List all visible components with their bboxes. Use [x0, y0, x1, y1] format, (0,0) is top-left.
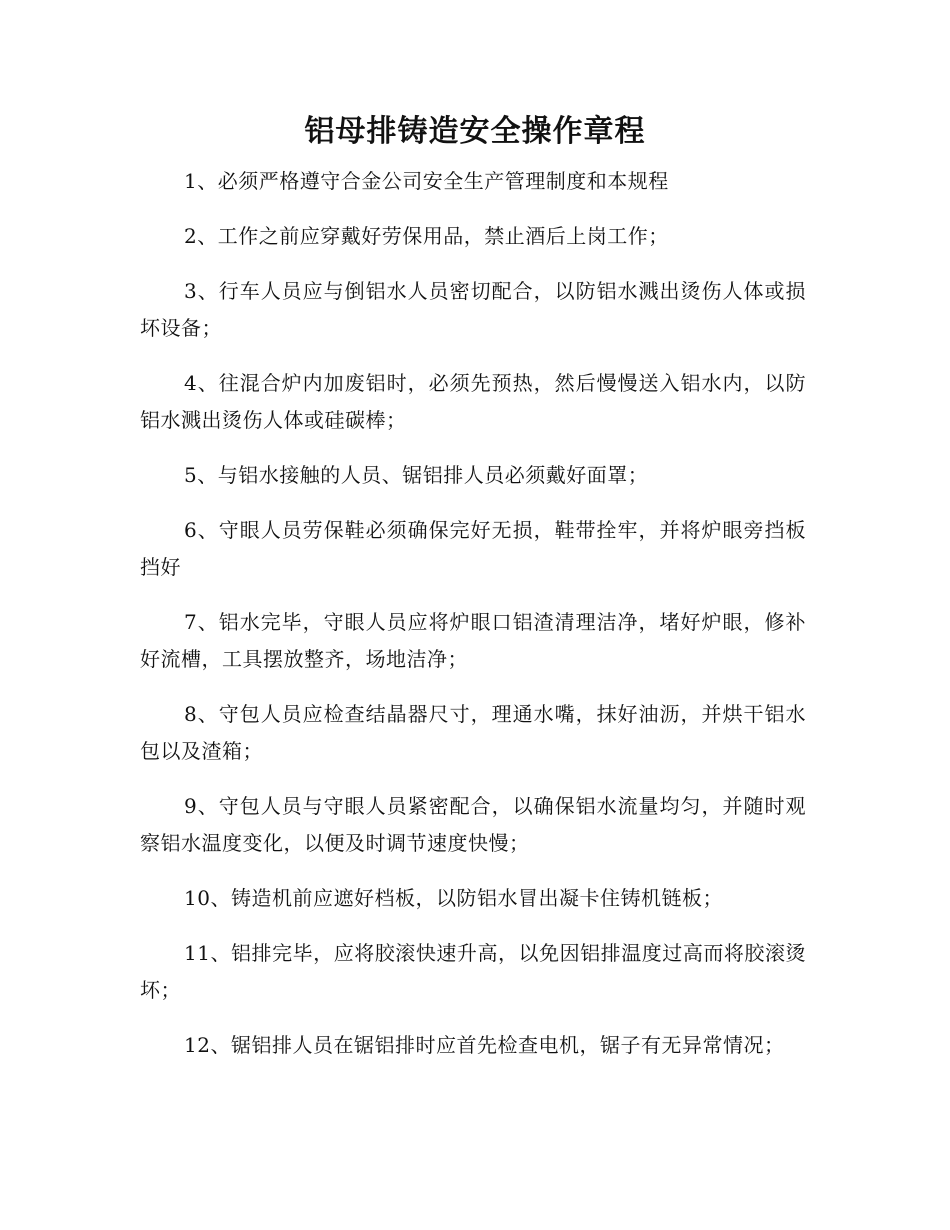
rule-item-8: 8、守包人员应检查结晶器尺寸，理通水嘴，抹好油沥，并烘干铝水包以及渣箱； [140, 702, 806, 763]
rule-item-4: 4、往混合炉内加废铝时，必须先预热，然后慢慢送入铝水内，以防铝水溅出烫伤人体或硅碳棒； [140, 371, 806, 432]
rule-item-5: 5、与铝水接触的人员、锯铝排人员必须戴好面罩； [184, 463, 649, 487]
rule-item-9: 9、守包人员与守眼人员紧密配合，以确保铝水流量均匀，并随时观察铝水温度变化，以便及时调节速度快慢； [140, 794, 806, 855]
rule-item-12: 12、锯铝排人员在锯铝排时应首先检查电机，锯子有无异常情况； [184, 1033, 785, 1057]
rule-item-2: 2、工作之前应穿戴好劳保用品，禁止酒后上岗工作； [184, 224, 669, 248]
rule-list [140, 163, 806, 1082]
rule-item-3: 3、行车人员应与倒铝水人员密切配合，以防铝水溅出烫伤人体或损坏设备； [140, 279, 806, 340]
rule-item-1: 1、必须严格遵守合金公司安全生产管理制度和本规程 [184, 169, 669, 193]
rule-item-11: 11、铝排完毕，应将胶滚快速升高，以免因铝排温度过高而将胶滚烫坏； [140, 941, 806, 1002]
rule-item-6: 6、守眼人员劳保鞋必须确保完好无损，鞋带拴牢，并将炉眼旁挡板挡好 [140, 518, 806, 579]
rule-item-7: 7、铝水完毕，守眼人员应将炉眼口铝渣清理洁净，堵好炉眼，修补好流槽，工具摆放整齐，场地洁净； [140, 610, 806, 671]
rule-item-10: 10、铸造机前应遮好档板，以防铝水冒出凝卡住铸机链板； [184, 886, 723, 910]
document-title: 铝母排铸造安全操作章程 [304, 114, 646, 149]
